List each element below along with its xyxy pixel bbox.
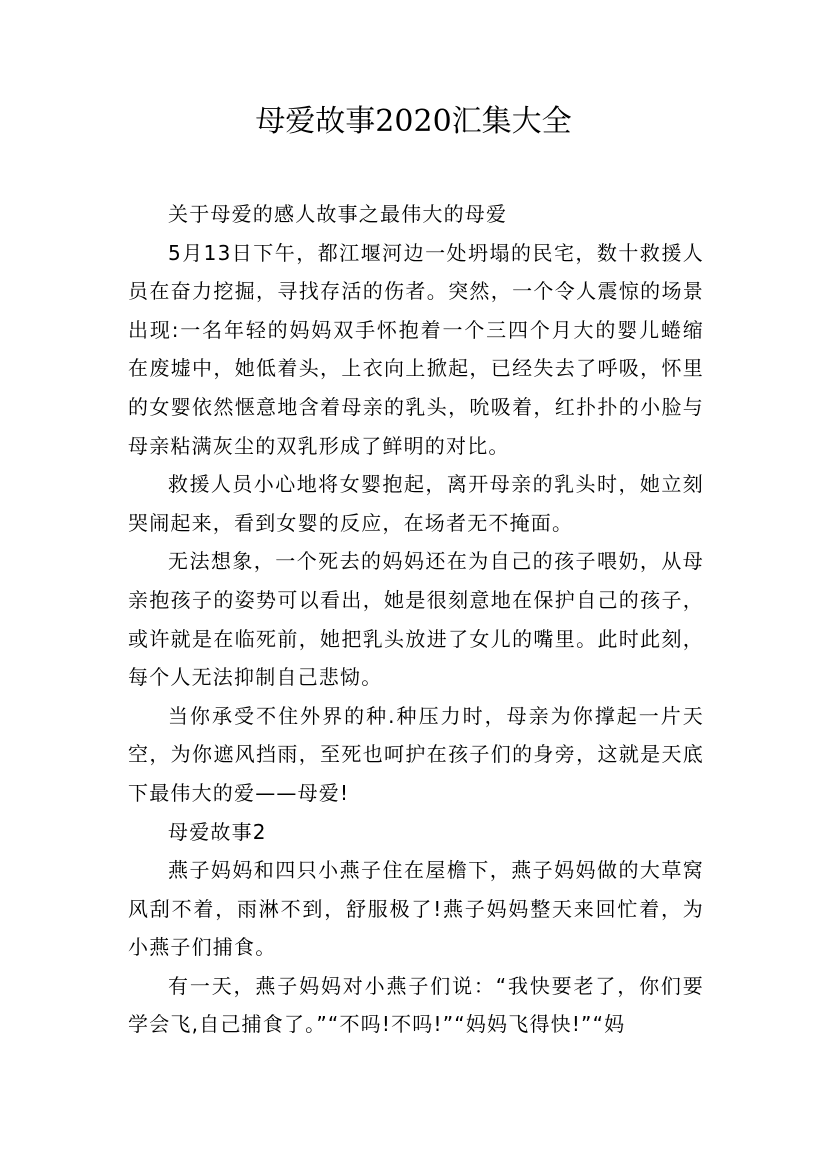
- paragraph: 无法想象，一个死去的妈妈还在为自己的孩子喂奶，从母亲抱孩子的姿势可以看出，她是很刻意地在保护自己的孩子，或许就是在临死前，她把乳头放进了女儿的嘴里。此时此刻，每个人无法抑制自己悲恸。: [128, 549, 704, 690]
- document-body: [128, 195, 704, 1044]
- section-heading: 关于母爱的感人故事之最伟大的母爱: [168, 202, 508, 226]
- document-title: 母爱故事2020汇集大全: [255, 104, 572, 139]
- paragraph: 5月13日下午，都江堰河边一处坍塌的民宅，数十救援人员在奋力挖掘，寻找存活的伤者。突然，一个令人震惊的场景出现:一名年轻的妈妈双手怀抱着一个三四个月大的婴儿蜷缩在废墟中，她低着头，上衣向上掀起，已经失去了呼吸，怀里的女婴依然惬意地含着母亲的乳头，吮吸着，红扑扑的小脸与母亲粘满灰尘的双乳形成了鲜明的对比。: [128, 240, 704, 458]
- paragraph: 当你承受不住外界的种.种压力时，母亲为你撑起一片天空，为你遮风挡雨，至死也呵护在孩子们的身旁，这就是天底下最伟大的爱——母爱!: [128, 703, 704, 805]
- paragraph: 救援人员小心地将女婴抱起，离开母亲的乳头时，她立刻哭闹起来，看到女婴的反应，在场者无不掩面。: [128, 472, 704, 535]
- section-heading: 母爱故事2: [168, 819, 267, 844]
- paragraph: 燕子妈妈和四只小燕子住在屋檐下，燕子妈妈做的大草窝风刮不着，雨淋不到，舒服极了!燕子妈妈整天来回忙着，为小燕子们捕食。: [128, 858, 704, 960]
- paragraph: 有一天，燕子妈妈对小燕子们说：“我快要老了，你们要学会飞,自己捕食了。”“不吗!不吗!”“妈妈飞得快!”“妈: [128, 973, 704, 1037]
